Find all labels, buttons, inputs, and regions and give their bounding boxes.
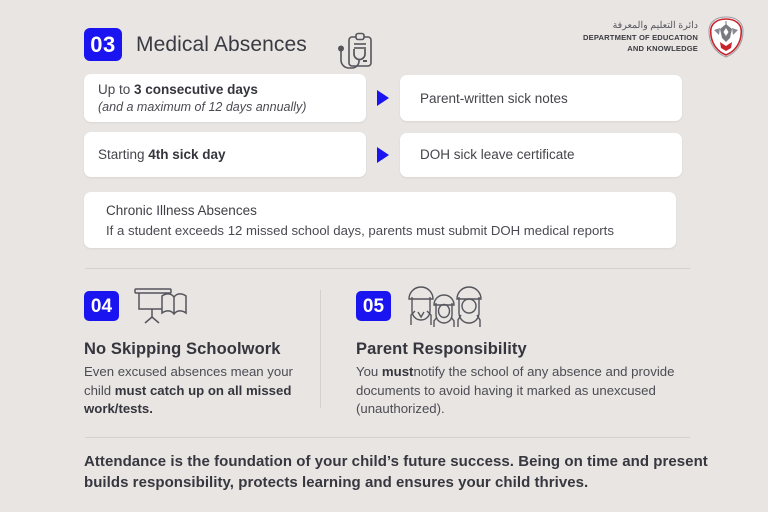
triangle-right-icon [377,147,389,163]
triangle-right-icon [377,90,389,106]
flow-row-1 [84,74,682,122]
section-04-title: No Skipping Schoolwork [84,340,281,358]
condition-card-2-prefix: Starting [98,146,149,162]
flow-arrow-1 [366,90,400,106]
page-title: Medical Absences [136,32,307,56]
section-04-body [84,363,304,419]
section-05-body-part2: notify the school of any absence and provide documents to avoid having it marked as unexcused (unauthorized). [356,364,675,417]
requirement-card-1-text: Parent-written sick notes [420,90,568,106]
logo-english-line1: DEPARTMENT OF EDUCATION [583,32,698,42]
requirement-card-1 [400,75,682,121]
condition-card-1 [84,74,366,122]
section-05-header [356,288,686,324]
section-badge-03: 03 [84,28,122,61]
condition-card-2-line1 [98,146,366,163]
clipboard-stethoscope-icon [332,29,378,77]
condition-card-1-line2: (and a maximum of 12 days annually) [98,100,307,115]
chronic-illness-body: If a student exceeds 12 missed school days, parents must submit DOH medical reports [106,223,614,239]
section-04-body-emphasis: must catch up on all missed work/tests. [84,382,292,417]
section-05-body-emphasis: must [381,364,414,379]
condition-card-1-prefix: Up to [98,81,135,97]
section-05-body-part1: You [356,364,382,379]
requirement-card-2-text: DOH sick leave certificate [420,147,575,162]
section-04 [84,288,304,419]
section-badge-04: 04 [84,291,119,321]
condition-card-2-emphasis: 4th sick day [148,146,226,162]
section-05-title: Parent Responsibility [356,340,527,358]
section-05 [356,288,686,419]
divider-bottom [85,437,690,438]
section-04-body-part1: Even excused absences mean your child [84,364,293,398]
abu-dhabi-falcon-crest-icon [706,16,746,58]
section-04-header [84,288,304,324]
flow-arrow-2 [366,147,400,163]
section-05-body [356,363,686,419]
condition-card-1-emphasis: 3 consecutive days [134,81,258,97]
logo-arabic-text: دائرة التعليم والمعرفة [612,20,698,32]
requirement-card-2 [400,133,682,177]
condition-card-1-line1 [98,81,366,98]
chronic-illness-title: Chronic Illness Absences [106,203,257,218]
logo-text [583,20,698,53]
logo-english-line2: AND KNOWLEDGE [627,43,698,53]
divider-top [85,268,690,269]
divider-vertical [320,290,321,408]
flow-row-2 [84,132,682,177]
presentation-board-book-icon [131,286,193,326]
condition-card-2 [84,132,366,177]
chronic-illness-card [84,192,676,248]
department-logo [583,16,746,58]
closing-statement: Attendance is the foundation of your child’s future success. Being on time and present builds responsibility, protects learning and ensures your child thrives. [84,453,708,491]
section-header-03 [84,28,307,61]
family-group-icon [403,285,489,327]
section-badge-05: 05 [356,291,391,321]
